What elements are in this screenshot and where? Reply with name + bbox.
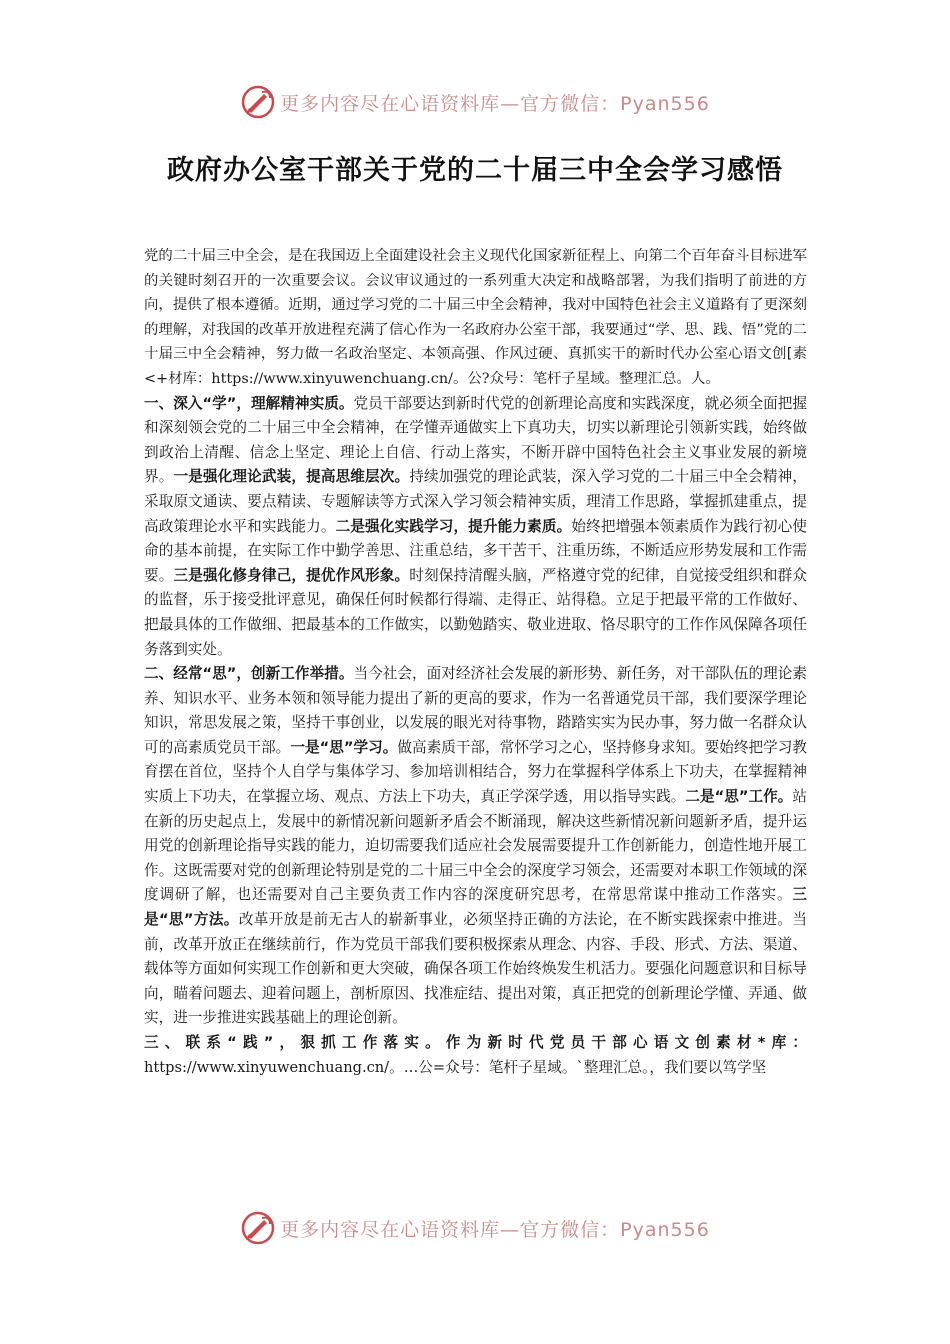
intro-paragraph: 党的二十届三中全会，是在我国迈上全面建设社会主义现代化国家新征程上、向第二个百年奋斗目标进军的关键时刻召开的一次重要会议。会议审议通过的一系列重大决定和战略部署，为我们指明了前进的方向，提供了根本遵循。近期，通过学习党的二十届三中全会精神，我对中国特色社会主义道路有了更深刻的理解，对我国的改革开放进程充满了信心作为一名政府办公室干部，我要通过“学、思、践、悟”党的二十届三中全会精神，努力做一名政治坚定、本领高强、作风过硬、真抓实干的新时代办公室心语文创[素<+材库：https://www.xinyuwenchuang.cn/。公?众号：笔杆子星域。整理汇总。人。	[144, 248, 807, 387]
section-1-point-3: 三是强化修身律己，提优作风形象。	[173, 566, 410, 584]
section-2-point-3: 三是“思”方法。	[144, 886, 807, 929]
section-2-paragraph: 二、经常“思”，创新工作举措。当今社会，面对经济社会发展的新形势、新任务，对干部队伍的理论素养、知识水平、业务本领和领导能力提出了新的更高的要求，作为一名普通党员干部，我们要深学理论知识，常思发展之策，坚持干事创业，以发展的眼光对待事物，踏踏实实为民办事，努力做一名群众认可的高素质党员干部。一是“思”学习。做高素质干部，常怀学习之心，坚持修身求知。要始终把学习教育摆在首位，坚持个人自学与集体学习、参加培训相结合，努力在掌握科学体系上下功夫，在掌握精神实质上下功夫，在掌握立场、观点、方法上下功夫，真正学深学透，用以指导实践。二是“思”工作。站在新的历史起点上，发展中的新情况新问题新矛盾会不断涌现，解决这些新情况新问题新矛盾，提升运用党的创新理论指导实践的能力，迫切需要我们适应社会发展需要提升工作创新能力，创造性地开展工作。这既需要对党的创新理论特别是党的二十届三中全会的深度学习领会，还需要对本职工作领域的深度调研了解，也还需要对自己主要负责工作内容的深度研究思考，在常思常谋中推动工作落实。三是“思”方法。改革开放是前无古人的崭新事业，必须坚持正确的方法论，在不断实践探索中推进。当前，改革开放正在继续前行，作为党员干部我们要积极探索从理念、内容、手段、形式、方法、渠道、载体等方面如何实现工作创新和更大突破，确保各项工作始终焕发生机活力。要强化问题意识和目标导向，瞄着问题去、迎着问题上，剖析原因、找准症结、提出对策，真正把党的创新理论学懂、弄通、做实，进一步推进实践基础上的理论创新。	[144, 665, 807, 1027]
section-3-paragraph	[144, 1031, 807, 1080]
section-1-point-1: 一是强化理论武装，提高思维层次。	[173, 468, 410, 486]
section-3-url: https://www.xinyuwenchuang.cn/。…公=众号：笔杆子星域。`整理汇总。，我们要以笃学坚	[144, 1058, 767, 1076]
page-title: 政府办公室干部关于党的二十届三中全会学习感悟	[167, 155, 783, 186]
section-1-paragraph: 一、深入“学”，理解精神实质。党员干部要达到新时代党的创新理论高度和实践深度，就必须全面把握和深刻领会党的二十届三中全会精神，在学懂弄通做实上下真功夫，切实以新理论引领新实践，始终做到政治上清醒、信念上坚定、理论上自信、行动上落实，不断开辟中国特色社会主义事业发展的新境界。一是强化理论武装，提高思维层次。持续加强党的理论武装，深入学习党的二十届三中全会精神，采取原文通读、要点精读、专题解读等方式深入学习领会精神实质，理清工作思路，掌握抓建重点，提高政策理论水平和实践能力。二是强化实践学习，提升能力素质。始终把增强本领素质作为践行初心使命的基本前提，在实际工作中勤学善思、注重总结，多干苦干、注重历练，不断适应形势发展和工作需要。三是强化修身律己，提优作风形象。时刻保持清醒头脑，严格遵守党的纪律，自觉接受组织和群众的监督，乐于接受批评意见，确保任何时候都行得端、走得正、站得稳。立足于把最平常的工作做好、把最具体的工作做细、把最基本的工作做实，以勤勉踏实、敬业进取、恪尽职守的工作作风保障各项任务落到实处。	[144, 394, 807, 658]
section-1-heading: 一、深入“学”，理解精神实质。	[144, 394, 354, 412]
section-2-point-1: 一是“思”学习。	[290, 738, 398, 756]
document-body	[144, 244, 807, 1080]
footer-banner	[0, 1208, 950, 1248]
banner-text: 更多内容尽在心语资料库—官方微信：Pyan556	[280, 1218, 710, 1241]
intro-url: https://www.xinyuwenchuang.cn/。公?众号：笔杆子星域。整理汇总。人。	[211, 370, 720, 387]
header-banner	[0, 82, 950, 122]
wechat-id: Pyan556	[620, 92, 710, 115]
section-3-heading: 三、联系“践”，狠抓工作落实。作为新时代党员干部心语文创素材*库：	[144, 1034, 807, 1051]
pen-logo-icon	[240, 84, 276, 120]
section-2-heading: 二、经常“思”，创新工作举措。	[144, 665, 354, 683]
wechat-id: Pyan556	[620, 1218, 710, 1241]
banner-text: 更多内容尽在心语资料库—官方微信：Pyan556	[280, 92, 710, 115]
section-2-point-2: 二是“思”工作。	[685, 788, 793, 806]
section-1-point-2: 二是强化实践学习，提升能力素质。	[335, 517, 572, 535]
pen-logo-icon	[240, 1210, 276, 1246]
